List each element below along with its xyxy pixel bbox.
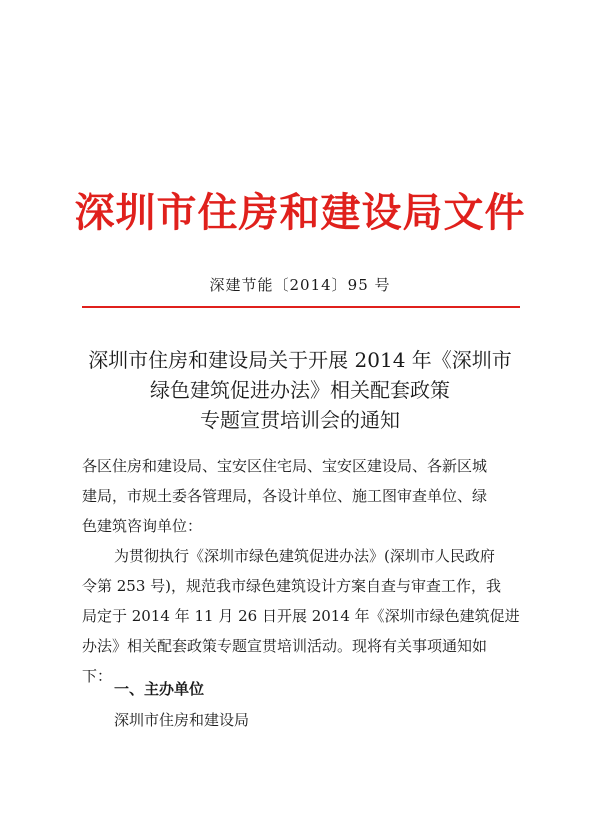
- body-line-3: 局定于 2014 年 11 月 26 日开展 2014 年《深圳市绿色建筑促进: [82, 607, 520, 625]
- body-line-2: 令第 253 号)，规范我市绿色建筑设计方案自查与审查工作，我: [82, 577, 502, 595]
- section-1-content: 深圳市住房和建设局: [114, 711, 250, 729]
- title-line-3: 专题宣贯培训会的通知: [200, 408, 400, 432]
- recipients-line-1: 各区住房和建设局、宝安区住宅局、宝安区建设局、各新区城: [82, 457, 488, 475]
- document-number: 深建节能〔2014〕95 号: [209, 276, 391, 294]
- red-divider-line: [82, 306, 520, 308]
- body-line-1: 为贯彻执行《深圳市绿色建筑促进办法》(深圳市人民政府: [114, 547, 495, 565]
- body-line-5: 下：: [82, 667, 113, 685]
- recipients-line-2: 建局，市规土委各管理局，各设计单位、施工图审查单位、绿: [82, 487, 488, 505]
- title-line-2: 绿色建筑促进办法》相关配套政策: [150, 378, 450, 402]
- body-line-4: 办法》相关配套政策专题宣贯培训活动。现将有关事项通知如: [82, 637, 488, 655]
- org-header-title: 深圳市住房和建设局文件: [74, 190, 526, 236]
- notice-body: [82, 451, 522, 691]
- recipients-line-3: 色建筑咨询单位：: [82, 517, 203, 535]
- section-1-heading: 一、主办单位: [114, 680, 205, 698]
- notice-title: [0, 345, 600, 435]
- title-line-1: 深圳市住房和建设局关于开展 2014 年《深圳市: [88, 348, 512, 372]
